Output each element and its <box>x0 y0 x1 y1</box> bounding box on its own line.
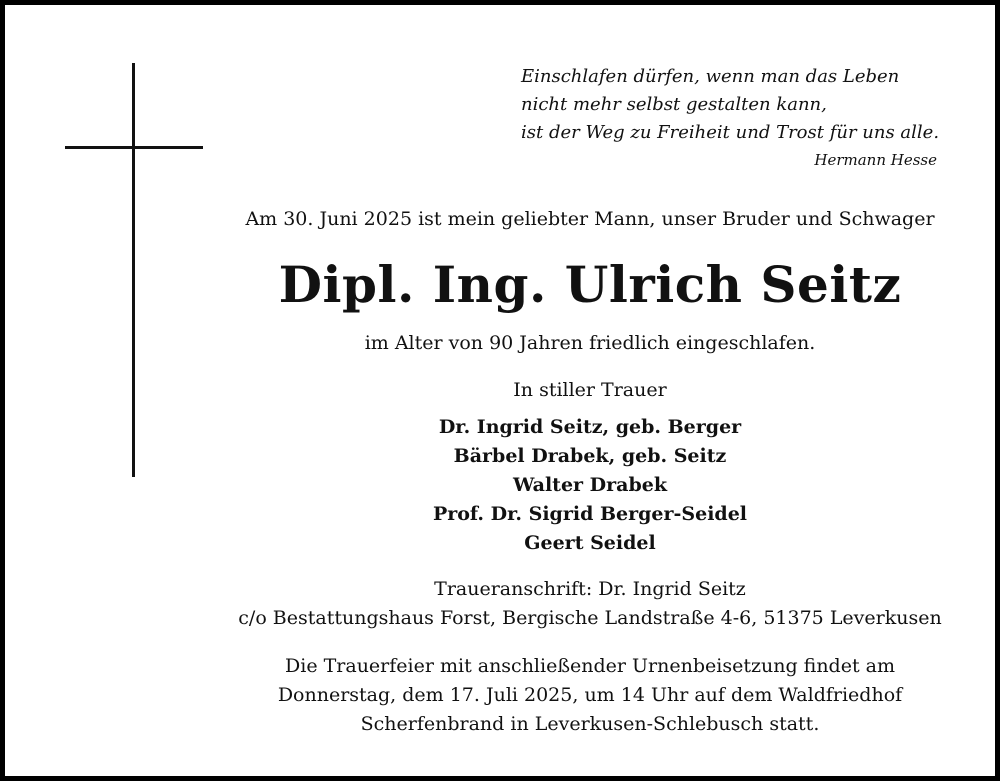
quote-block <box>521 63 951 147</box>
mourner-name: Geert Seidel <box>524 532 656 554</box>
address-line: c/o Bestattungshaus Forst, Bergische Landstraße 4-6, 51375 Leverkusen <box>238 607 942 629</box>
mourner-name: Dr. Ingrid Seitz, geb. Berger <box>438 416 742 438</box>
quote-line: nicht mehr selbst gestalten kann, <box>521 94 827 115</box>
ceremony-info <box>175 652 1000 739</box>
mourner-name: Prof. Dr. Sigrid Berger-Seidel <box>432 503 748 525</box>
cross-vertical-bar <box>132 63 135 477</box>
ceremony-line: Die Trauerfeier mit anschließender Urnenbeisetzung findet am <box>285 655 895 677</box>
quote-line: ist der Weg zu Freiheit und Trost für uns alle. <box>521 122 940 143</box>
mourners-list <box>175 413 1000 558</box>
age-text: im Alter von 90 Jahren friedlich eingeschlafen. <box>364 332 816 354</box>
intro-text: Am 30. Juni 2025 ist mein geliebter Mann, unser Bruder und Schwager <box>245 208 935 230</box>
mourning-address <box>175 575 1000 633</box>
address-line: Traueranschrift: Dr. Ingrid Seitz <box>434 578 746 600</box>
ceremony-line: Scherfenbrand in Leverkusen-Schlebusch statt. <box>360 713 820 735</box>
deceased-name: Dipl. Ing. Ulrich Seitz <box>278 255 902 314</box>
mourning-label: In stiller Trauer <box>513 379 667 401</box>
quote-author: Hermann Hesse <box>814 151 937 169</box>
ceremony-line: Donnerstag, dem 17. Juli 2025, um 14 Uhr auf dem Waldfriedhof <box>277 684 903 706</box>
mourner-name: Bärbel Drabek, geb. Seitz <box>453 445 727 467</box>
cross-horizontal-bar <box>65 146 203 149</box>
mourner-name: Walter Drabek <box>512 474 668 496</box>
quote-line: Einschlafen dürfen, wenn man das Leben <box>521 66 900 87</box>
